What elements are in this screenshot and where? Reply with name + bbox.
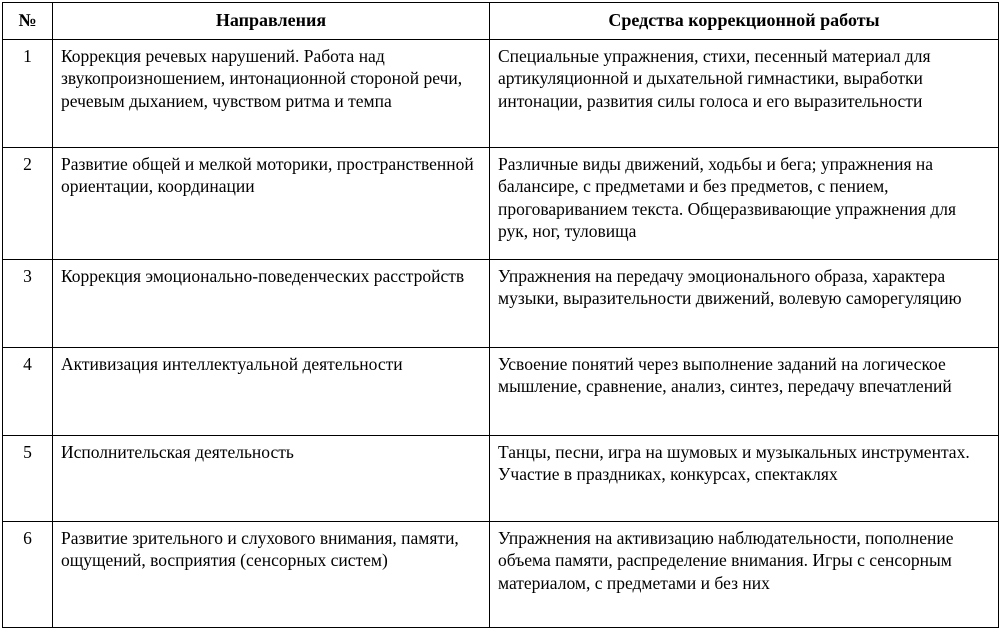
table-body [3,40,999,628]
column-header-directions: Направления [53,3,490,40]
row-direction: Развитие зрительного и слухового внимания, памяти, ощущений, восприятия (сенсорных систем) [53,522,490,628]
row-tools: Танцы, песни, игра на шумовых и музыкальных инструментах. Участие в праздниках, конкурсах, спектаклях [490,436,999,522]
table-header-row [3,3,999,40]
table-row [3,260,999,348]
table-row [3,148,999,260]
row-direction: Исполнительская деятельность [53,436,490,522]
row-number: 5 [3,436,53,522]
correction-work-table [2,2,999,628]
row-direction: Активизация интеллектуальной деятельности [53,348,490,436]
row-tools: Упражнения на активизацию наблюдательности, пополнение объема памяти, распределение внимания. Игры с сенсорным материалом, с предметами и без них [490,522,999,628]
row-number: 6 [3,522,53,628]
table-row [3,348,999,436]
row-tools: Усвоение понятий через выполнение заданий на логическое мышление, сравнение, анализ, синтез, передачу впечатлений [490,348,999,436]
row-number: 1 [3,40,53,148]
table-row [3,40,999,148]
row-tools: Упражнения на передачу эмоционального образа, характера музыки, выразительности движений, волевую саморегуляцию [490,260,999,348]
row-direction: Развитие общей и мелкой моторики, пространственной ориентации, координации [53,148,490,260]
table-header [3,3,999,40]
table-row [3,436,999,522]
document-page [0,2,1000,593]
column-header-number: № [3,3,53,40]
row-tools: Специальные упражнения, стихи, песенный материал для артикуляционной и дыхательной гимнастики, выработки интонации, развития силы голоса и его выразительности [490,40,999,148]
row-direction: Коррекция речевых нарушений. Работа над звукопроизношением, интонационной стороной речи, речевым дыханием, чувством ритма и темпа [53,40,490,148]
table-row [3,522,999,628]
row-tools: Различные виды движений, ходьбы и бега; упражнения на балансире, с предметами и без предметов, с пением, проговариванием текста. Общеразвивающие упражнения для рук, ног, туловища [490,148,999,260]
row-direction: Коррекция эмоционально-поведенческих расстройств [53,260,490,348]
row-number: 4 [3,348,53,436]
row-number: 2 [3,148,53,260]
row-number: 3 [3,260,53,348]
column-header-tools: Средства коррекционной работы [490,3,999,40]
